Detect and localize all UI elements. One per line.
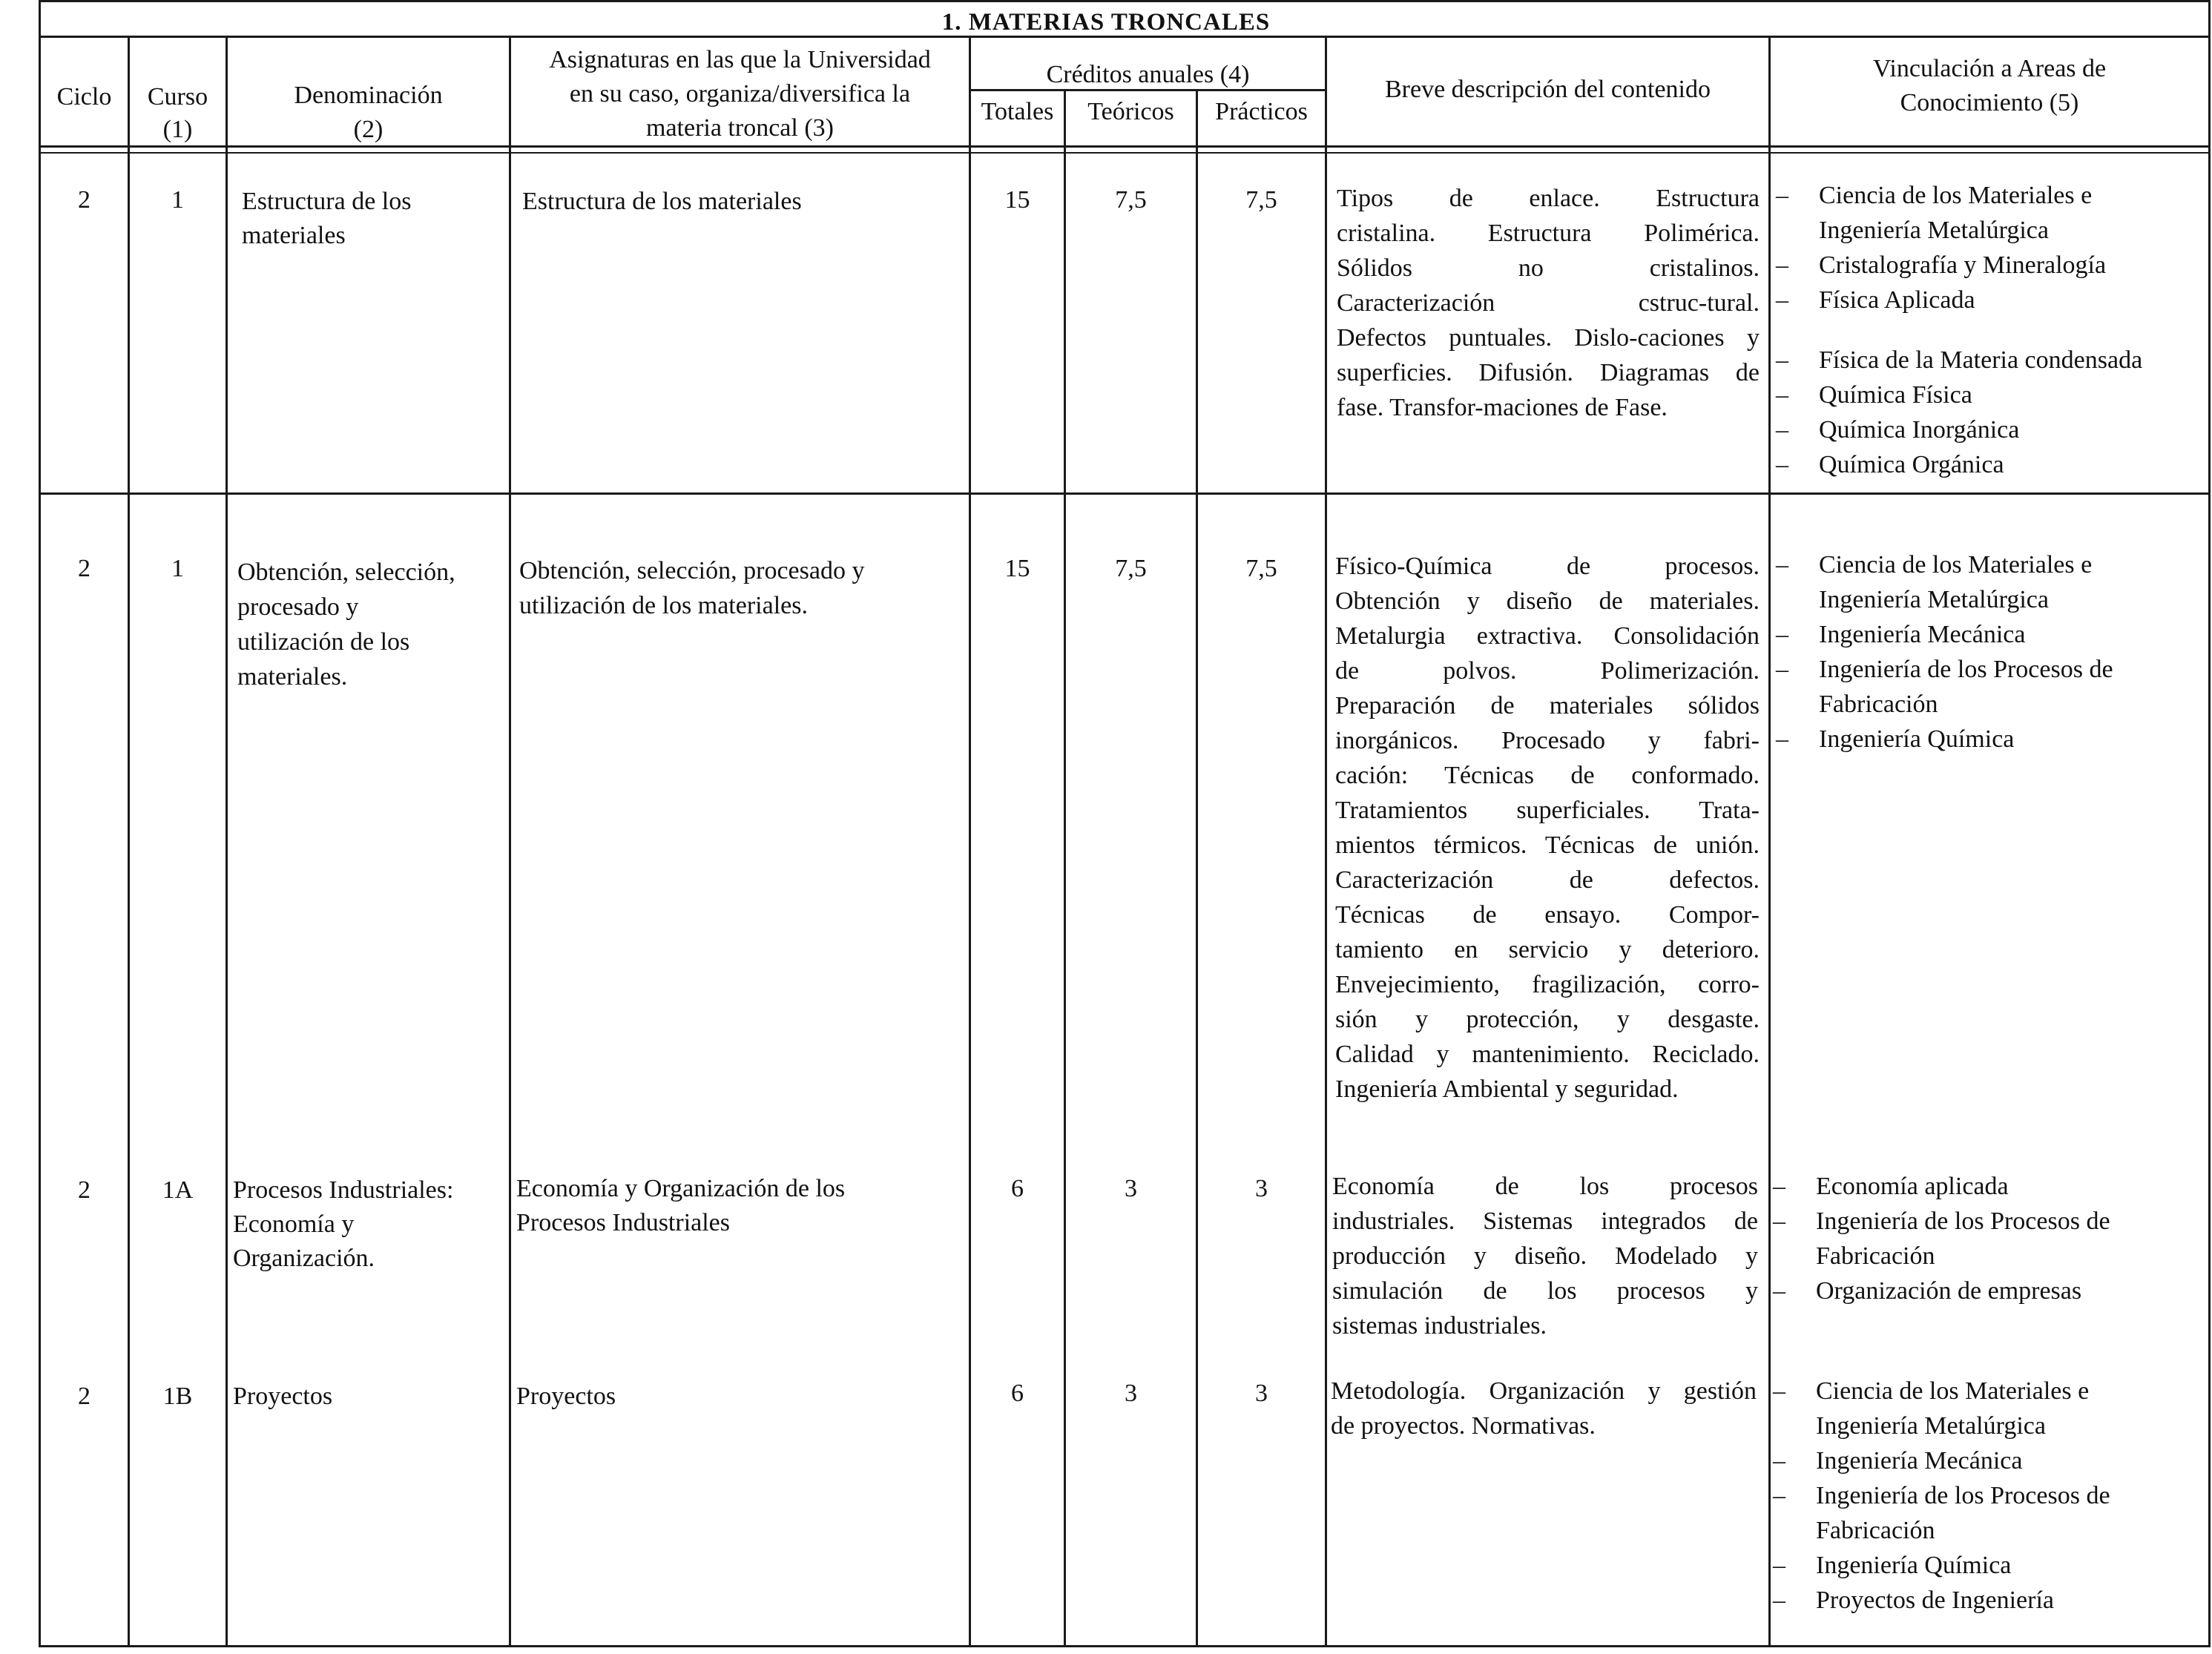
header-creditos: Créditos anuales (4) <box>1046 61 1250 88</box>
area-item: – Organización de empresas <box>1773 1277 2082 1305</box>
header-curso: Curso <box>147 83 208 111</box>
cell-descripcion <box>1337 181 1760 425</box>
cell-denominacion: Procesos Industriales: Economía y Organización. <box>233 1176 454 1272</box>
cell-teoricos: 7,5 <box>1115 555 1147 582</box>
desc-line: sistemas industriales. <box>1332 1312 1547 1340</box>
area-item: – Cristalografía y Mineralogía <box>1776 251 2107 279</box>
desc-line: Tratamientos superficiales. Trata- <box>1335 797 1760 824</box>
cell-totales: 6 <box>1011 1175 1024 1202</box>
cell-practicos: 7,5 <box>1245 186 1277 214</box>
desc-line: Físico-Química de procesos. <box>1335 553 1760 580</box>
cell-areas <box>1773 1374 2206 1618</box>
desc-line: Preparación de materiales sólidos <box>1335 692 1760 719</box>
cell-areas <box>1776 547 2206 757</box>
header-asignaturas-line2: en su caso, organiza/diversifica la <box>569 80 911 108</box>
cell-practicos: 3 <box>1255 1380 1268 1407</box>
header-ciclo: Ciclo <box>56 83 112 111</box>
desc-line: Economía de los procesos <box>1332 1173 1758 1200</box>
desc-line: Técnicas de ensayo. Compor- <box>1335 901 1760 929</box>
table-title: 1. MATERIAS TRONCALES <box>941 9 1271 36</box>
cell-ciclo: 2 <box>78 1383 90 1410</box>
area-item: – Ciencia de los Materiales e Ingeniería Metalúrgica <box>1776 551 2093 613</box>
area-item: – Química Física <box>1776 381 1972 409</box>
area-item: – Ingeniería de los Procesos de Fabricación <box>1773 1482 2110 1544</box>
desc-line: fase. Transfor-maciones de Fase. <box>1337 394 1668 421</box>
desc-line: Sólidos no cristalinos. <box>1337 254 1760 282</box>
cell-asignaturas: Obtención, selección, procesado y utilización de los materiales. <box>519 557 865 619</box>
header-denominacion: Denominación <box>294 82 443 109</box>
area-item: – Ingeniería Química <box>1776 725 2015 753</box>
header-practicos: Prácticos <box>1215 98 1308 125</box>
area-item: – Ingeniería Mecánica <box>1776 621 2026 648</box>
cell-asignaturas: Proyectos <box>516 1383 616 1410</box>
header-asignaturas-line1: Asignaturas en las que la Universidad <box>549 46 931 73</box>
header-vinculacion-line2: Conocimiento (5) <box>1900 89 2079 116</box>
desc-line: Tipos de enlace. Estructura <box>1337 185 1760 212</box>
header-asignaturas-line3: materia troncal (3) <box>646 114 834 142</box>
cell-practicos: 7,5 <box>1245 555 1277 582</box>
cell-curso: 1 <box>171 555 184 582</box>
desc-line: inorgánicos. Procesado y fabri- <box>1335 727 1760 754</box>
desc-line: tamiento en servicio y deterioro. <box>1335 936 1760 963</box>
cell-totales: 6 <box>1011 1380 1024 1407</box>
header-denominacion-note: (2) <box>353 116 384 143</box>
cell-descripcion <box>1335 549 1760 1107</box>
cell-teoricos: 3 <box>1125 1380 1137 1407</box>
area-item: – Física de la Materia condensada <box>1776 346 2143 374</box>
desc-line: Caracterización de defectos. <box>1335 866 1760 894</box>
area-item: – Física Aplicada <box>1776 286 1975 314</box>
cell-teoricos: 3 <box>1125 1175 1137 1202</box>
area-item: – Ingeniería de los Procesos de Fabricación <box>1773 1207 2110 1270</box>
cell-descripcion <box>1332 1169 1758 1343</box>
area-item: – Ingeniería Química <box>1773 1552 2012 1579</box>
cell-totales: 15 <box>1004 555 1030 582</box>
desc-line: mientos térmicos. Técnicas de unión. <box>1335 831 1760 859</box>
header-descripcion: Breve descripción del contenido <box>1384 76 1711 103</box>
cell-asignaturas: Estructura de los materiales <box>522 188 802 215</box>
desc-line: Metodología. Organización y gestión <box>1331 1377 1757 1405</box>
header-totales: Totales <box>981 98 1054 125</box>
cell-teoricos: 7,5 <box>1115 186 1147 214</box>
header-teoricos: Teóricos <box>1087 98 1174 125</box>
cell-ciclo: 2 <box>78 186 90 214</box>
desc-line: de proyectos. Normativas. <box>1331 1412 1596 1440</box>
area-item: – Química Orgánica <box>1776 451 2004 478</box>
desc-line: Defectos puntuales. Dislo-caciones y <box>1337 324 1760 352</box>
cell-curso: 1B <box>162 1383 193 1410</box>
desc-line: industriales. Sistemas integrados de <box>1332 1207 1758 1235</box>
desc-line: de polvos. Polimerización. <box>1335 657 1760 685</box>
desc-line: simulación de los procesos y <box>1332 1277 1758 1305</box>
cell-asignaturas: Economía y Organización de los Procesos Industriales <box>516 1175 846 1236</box>
desc-line: Ingeniería Ambiental y seguridad. <box>1335 1075 1679 1103</box>
area-item: – Química Inorgánica <box>1776 416 2020 444</box>
cell-ciclo: 2 <box>78 1176 90 1204</box>
header-vinculacion-line1: Vinculación a Areas de <box>1872 55 2107 82</box>
desc-line: Obtención y diseño de materiales. <box>1335 587 1760 615</box>
area-item: – Ciencia de los Materiales e Ingeniería Metalúrgica <box>1776 182 2093 244</box>
cell-ciclo: 2 <box>78 555 90 582</box>
desc-line: producción y diseño. Modelado y <box>1332 1242 1758 1270</box>
desc-line: sión y protección, y desgaste. <box>1335 1006 1760 1033</box>
cell-areas <box>1776 178 2206 482</box>
desc-line: Metalurgia extractiva. Consolidación <box>1335 622 1760 650</box>
desc-line: Caracterización cstruc-tural. <box>1337 289 1760 317</box>
desc-line: Calidad y mantenimiento. Reciclado. <box>1335 1041 1760 1068</box>
cell-areas <box>1773 1169 2206 1308</box>
area-item: – Economía aplicada <box>1773 1173 2009 1200</box>
desc-line: cristalina. Estructura Polimérica. <box>1337 220 1760 247</box>
cell-descripcion <box>1331 1374 1757 1443</box>
area-item: – Ciencia de los Materiales e Ingeniería Metalúrgica <box>1773 1377 2090 1440</box>
cell-totales: 15 <box>1004 186 1030 214</box>
area-item: – Ingeniería de los Procesos de Fabricación <box>1776 656 2113 718</box>
cell-curso: 1 <box>171 186 184 214</box>
desc-line: superficies. Difusión. Diagramas de <box>1337 359 1760 386</box>
desc-line: cación: Técnicas de conformado. <box>1335 762 1760 789</box>
cell-denominacion: Obtención, selección, procesado y utilización de los materiales. <box>237 559 455 691</box>
desc-line: Envejecimiento, fragilización, corro- <box>1335 971 1760 998</box>
cell-denominacion: Proyectos <box>233 1383 333 1410</box>
area-item: – Ingeniería Mecánica <box>1773 1447 2023 1475</box>
cell-curso: 1A <box>162 1176 194 1204</box>
header-curso-note: (1) <box>162 116 193 143</box>
cell-practicos: 3 <box>1255 1175 1268 1202</box>
area-item: – Proyectos de Ingeniería <box>1773 1587 2054 1614</box>
cell-denominacion: Estructura de los materiales <box>242 188 412 249</box>
